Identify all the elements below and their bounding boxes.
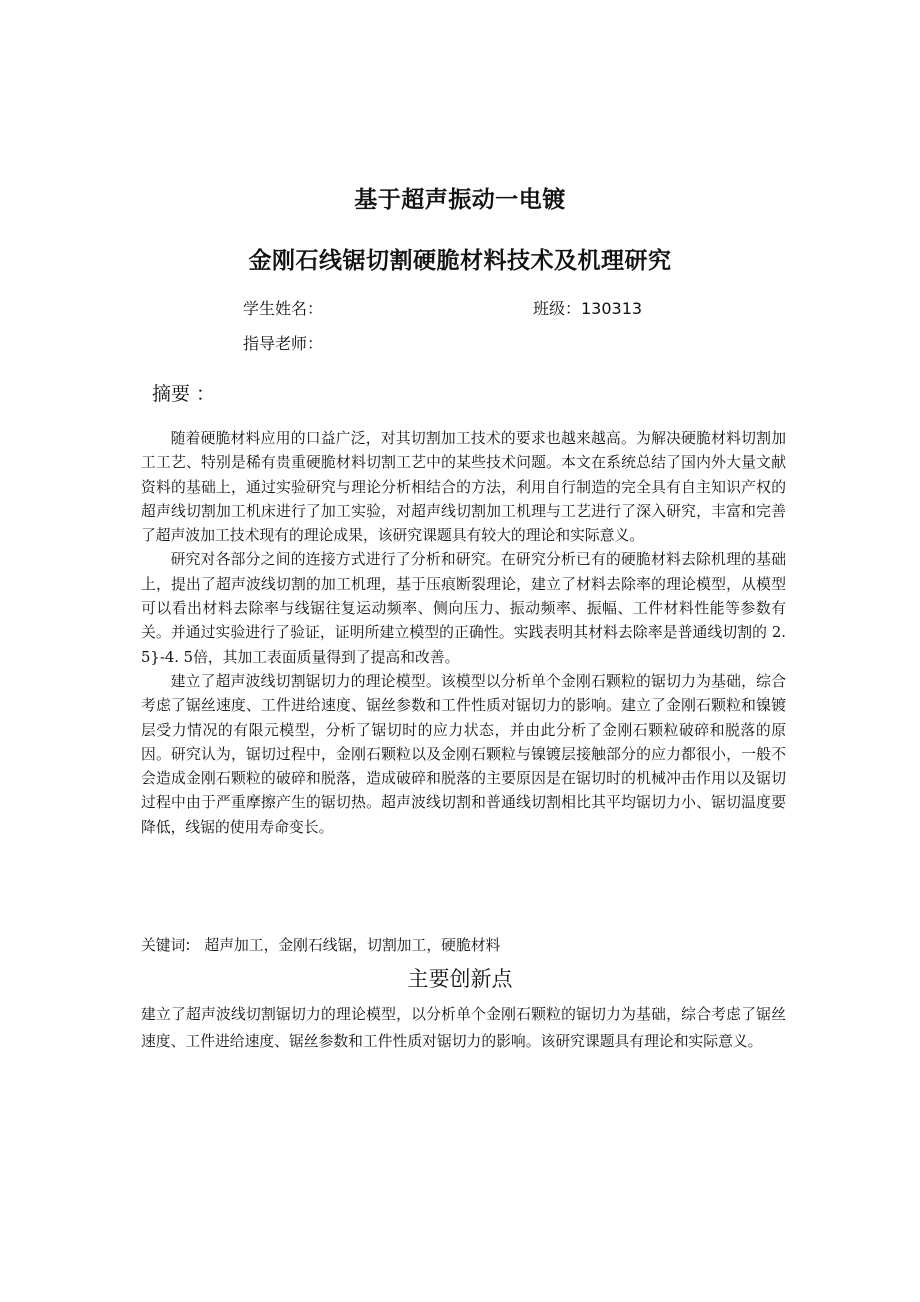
innovation-text: 建立了超声波线切割锯切力的理论模型，以分析单个金刚石颗粒的锯切力为基础，综合考虑了锯丝速度、工件进给速度、锯丝参数和工件性质对锯切力的影响。该研究课题具有理论和实际意义。 [141,1006,786,1050]
abstract-paragraph-2: 研究对各部分之间的连接方式进行了分析和研究。在研究分析已有的硬脆材料去除机理的基础上，提出了超声波线切割的加工机理，基于压痕断裂理论，建立了材料去除率的理论模型，从模型可以看出材料去除率与线锯往复运动频率、侧向压力、振动频率、振幅、工件材料性能等参数有关。并通过实验进行了验证，证明所建立模型的正确性。实践表明其材料去除率是普通线切割的 2. 5}-4. 5倍，其加工表面质量得到了提高和改善。 [141,551,786,666]
title-line-1: 基于超声振动一电镀 [354,187,566,213]
abstract-paragraph-3: 建立了超声波线切割锯切力的理论模型。该模型以分析单个金刚石颗粒的锯切力为基础，综合考虑了锯丝速度、工件进给速度、锯丝参数和工件性质对锯切力的影响。建立了金刚石颗粒和镍镀层受力情况的有限元模型，分析了锯切时的应力状态，并由此分析了金刚石颗粒破碎和脱落的原因。研究认为，锯切过程中，金刚石颗粒以及金刚石颗粒与镍镀层接触部分的应力都很小，一般不会造成金刚石颗粒的破碎和脱落，造成破碎和脱落的主要原因是在锯切时的机械冲击作用以及锯切过程中由于严重摩擦产生的锯切热。超声波线切割和普通线切割相比其平均锯切力小、锯切温度要降低，线锯的使用寿命变长。 [141,672,786,836]
abstract-heading: 摘要 ： [152,383,216,405]
title-line-2: 金刚石线锯切割硬脆材料技术及机理研究 [248,248,672,274]
innovation-heading: 主要创新点 [407,967,513,991]
keywords-label: 关键词: [141,937,191,954]
abstract-paragraph-1: 随着硬脆材料应用的口益广泛，对其切割加工技术的要求也越来越高。为解决硬脆材料切割加工工艺、特别是稀有贵重硬脆材料切割工艺中的某些技术问题。本文在系统总结了国内外大量文献资料的基础上，通过实验研究与理论分析相结合的方法，利用自行制造的完全具有自主知识产权的超声线切割加工机床进行了加工实验，对超声线切割加工机理与工艺进行了深入研究，丰富和完善了超声波加工技术现有的理论成果，该研究课题具有较大的理论和实际意义。 [141,430,786,545]
advisor-label: 指导老师： [243,334,324,353]
keywords-line [141,934,500,955]
class-label: 班级：130313 [533,299,643,318]
student-name-label: 学生姓名： [243,299,324,318]
abstract-body [141,427,786,840]
keywords-text: 超声加工，金刚石线锯，切割加工，硬脆材料 [204,937,501,954]
